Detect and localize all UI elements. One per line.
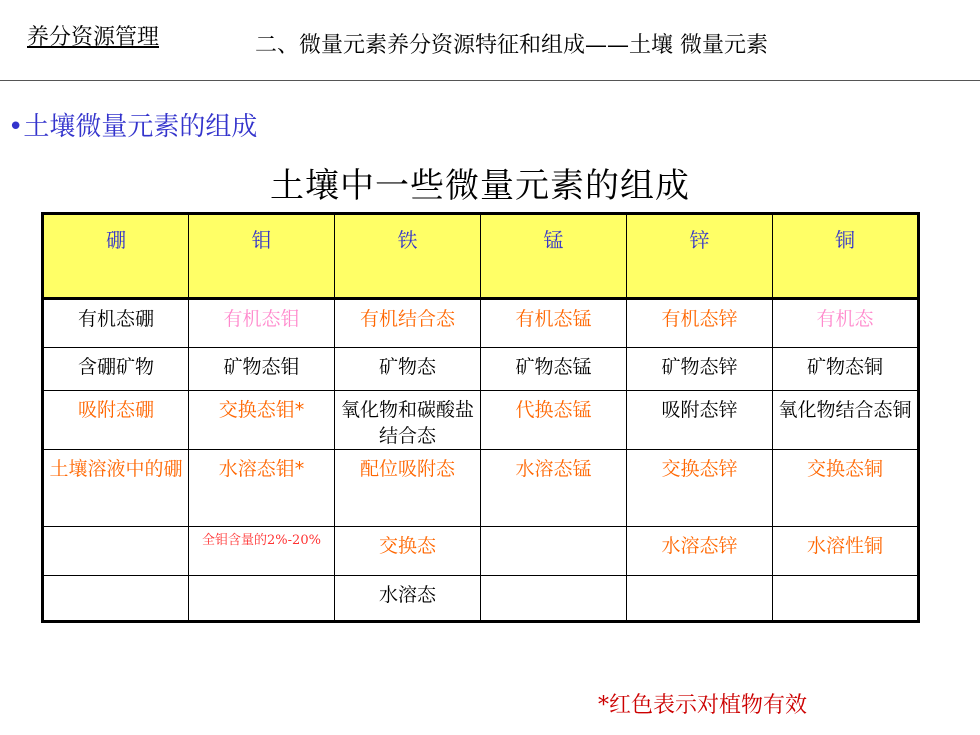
table-cell: 水溶态锰 bbox=[481, 450, 627, 527]
table-cell: 配位吸附态 bbox=[335, 450, 481, 527]
table-cell: 交换态锌 bbox=[627, 450, 773, 527]
table-cell: 交换态铜 bbox=[773, 450, 919, 527]
table-cell: 矿物态 bbox=[335, 348, 481, 391]
table-cell bbox=[481, 576, 627, 622]
table-title: 土壤中一些微量元素的组成 bbox=[270, 166, 690, 206]
column-header-copper: 铜 bbox=[773, 214, 919, 299]
table-cell bbox=[627, 576, 773, 622]
table-row bbox=[43, 450, 919, 527]
table-cell: 土壤溶液中的硼 bbox=[43, 450, 189, 527]
table-cell: 吸附态硼 bbox=[43, 391, 189, 450]
table-header-row bbox=[43, 214, 919, 299]
table-cell: 水溶态钼* bbox=[189, 450, 335, 527]
table-cell: 交换态钼* bbox=[189, 391, 335, 450]
table-cell: 有机态钼 bbox=[189, 299, 335, 348]
column-header-molybdenum: 钼 bbox=[189, 214, 335, 299]
table-cell: 含硼矿物 bbox=[43, 348, 189, 391]
table-cell: 矿物态锰 bbox=[481, 348, 627, 391]
table-row bbox=[43, 391, 919, 450]
table-cell: 吸附态锌 bbox=[627, 391, 773, 450]
table-cell: 水溶性铜 bbox=[773, 527, 919, 576]
table-row bbox=[43, 348, 919, 391]
table-cell: 矿物态锌 bbox=[627, 348, 773, 391]
table-cell: 氧化物结合态铜 bbox=[773, 391, 919, 450]
column-header-manganese: 锰 bbox=[481, 214, 627, 299]
column-header-boron: 硼 bbox=[43, 214, 189, 299]
table-cell: 代换态锰 bbox=[481, 391, 627, 450]
table-cell: 水溶态锌 bbox=[627, 527, 773, 576]
table-row bbox=[43, 527, 919, 576]
table-cell: 水溶态 bbox=[335, 576, 481, 622]
table-cell bbox=[481, 527, 627, 576]
table-cell bbox=[773, 576, 919, 622]
table-cell: 有机结合态 bbox=[335, 299, 481, 348]
column-header-iron: 铁 bbox=[335, 214, 481, 299]
table-row bbox=[43, 576, 919, 622]
table-row bbox=[43, 299, 919, 348]
table-cell: 全钼含量的2%-20% bbox=[189, 527, 335, 576]
table-cell: 有机态锌 bbox=[627, 299, 773, 348]
table-cell: 矿物态铜 bbox=[773, 348, 919, 391]
column-header-zinc: 锌 bbox=[627, 214, 773, 299]
header-left-title: 养分资源管理 bbox=[27, 25, 160, 50]
table-cell bbox=[189, 576, 335, 622]
footnote: *红色表示对植物有效 bbox=[598, 693, 808, 718]
table-cell bbox=[43, 527, 189, 576]
header-divider bbox=[0, 80, 980, 81]
table-cell: 有机态硼 bbox=[43, 299, 189, 348]
section-heading: •土壤微量元素的组成 bbox=[8, 112, 258, 142]
table-cell: 有机态锰 bbox=[481, 299, 627, 348]
table-cell: 交换态 bbox=[335, 527, 481, 576]
table-cell: 氧化物和碳酸盐结合态 bbox=[335, 391, 481, 450]
header-right-title: 二、微量元素养分资源特征和组成——土壤 微量元素 bbox=[255, 33, 768, 58]
composition-table bbox=[41, 212, 920, 623]
table-cell: 矿物态钼 bbox=[189, 348, 335, 391]
table-cell: 有机态 bbox=[773, 299, 919, 348]
table-cell bbox=[43, 576, 189, 622]
